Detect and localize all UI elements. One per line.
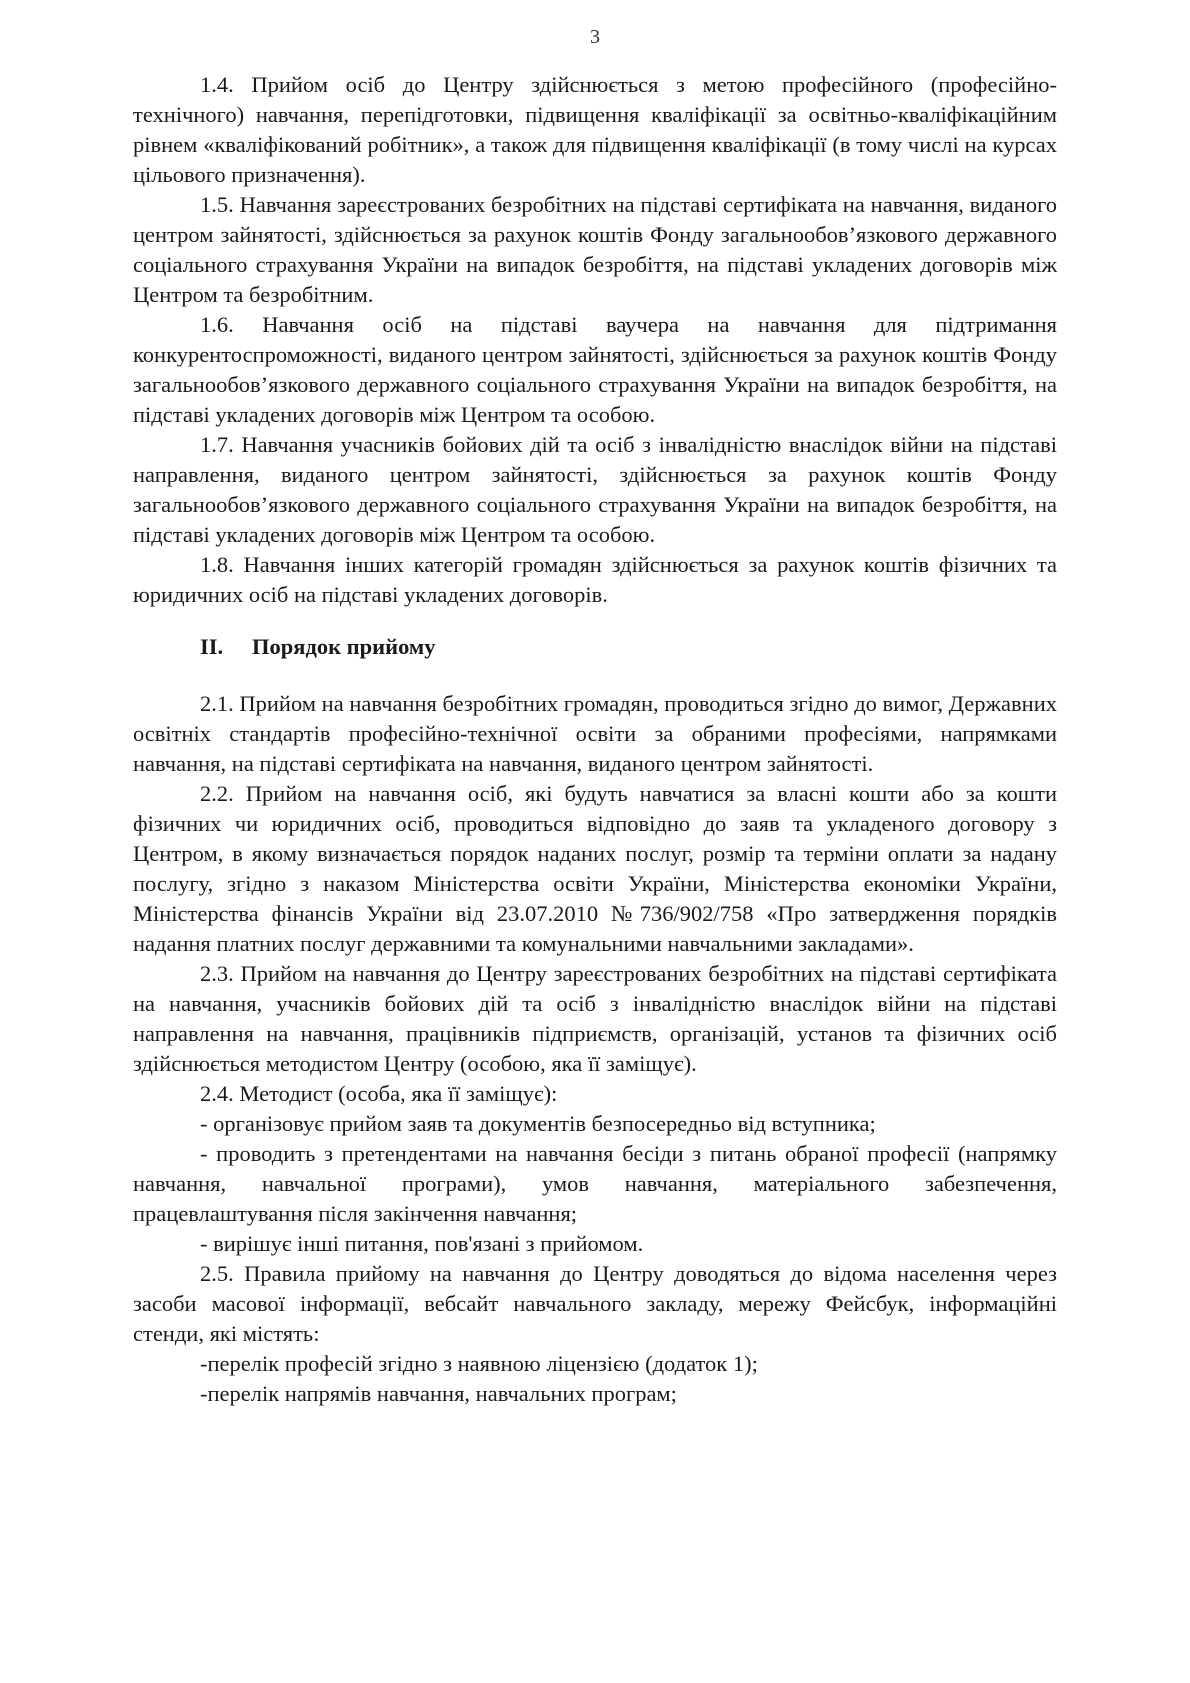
paragraph-2-5: 2.5. Правила прийому на навчання до Центру доводяться до відома населення через засоби масової інформації, вебсайт навчального закладу, мережу Фейсбук, інформаційні стенди, які містять:: [133, 1261, 1057, 1346]
section-number: II.: [200, 634, 224, 659]
paragraph-2-1: 2.1. Прийом на навчання безробітних громадян, проводиться згідно до вимог, Державних освітніх стандартів професійно-технічної освіти за обраними професіями, напрямками навчання, на підставі сертифіката на навчання, виданого центром зайнятості.: [133, 691, 1057, 776]
page-number: 3: [590, 26, 600, 48]
paragraph-1-8: 1.8. Навчання інших категорій громадян здійснюється за рахунок коштів фізичних та юридичних осіб на підставі укладених договорів.: [133, 552, 1057, 607]
paragraph-2-2: 2.2. Прийом на навчання осіб, які будуть навчатися за власні кошти або за кошти фізичних чи юридичних осіб, проводиться відповідно до заяв та укладеного договору з Центром, в якому визначається порядок наданих послуг, розмір та терміни оплати за надану послугу, згідно з наказом Міністерства освіти України, Міністерства економіки України, Міністерства фінансів України від 23.07.2010 №736/902/758 «Про затвердження порядків надання платних послуг державними та комунальними навчальними закладами».: [133, 781, 1057, 956]
section-title: Порядок прийому: [252, 634, 436, 659]
paragraph-1-6: 1.6. Навчання осіб на підставі ваучера на навчання для підтримання конкурентоспроможності, виданого центром зайнятості, здійснюється за рахунок коштів Фонду загальнообов’язкового державного соціального страхування України на випадок безробіття, на підставі укладених договорів між Центром та особою.: [133, 312, 1057, 427]
paragraph-2-3: 2.3. Прийом на навчання до Центру зареєстрованих безробітних на підставі сертифіката на навчання, учасників бойових дій та осіб з інвалідністю внаслідок війни на підставі направлення на навчання, працівників підприємств, організацій, установ та фізичних осіб здійснюється методистом Центру (особою, яка її заміщує).: [133, 961, 1057, 1076]
section-heading: [200, 632, 1057, 662]
paragraph-1-5: 1.5. Навчання зареєстрованих безробітних на підставі сертифіката на навчання, виданого центром зайнятості, здійснюється за рахунок коштів Фонду загальнообов’язкового державного соціального страхування України на випадок безробіття, на підставі укладених договорів між Центром та безробітним.: [133, 192, 1057, 307]
paragraph-2-4: 2.4. Методист (особа, яка її заміщує):: [200, 1081, 558, 1106]
paragraph-1-4: 1.4. Прийом осіб до Центру здійснюється з метою професійного (професійно-технічного) навчання, перепідготовки, підвищення кваліфікації за освітньо-кваліфікаційним рівнем «кваліфікований робітник», а також для підвищення кваліфікації (в тому числі на курсах цільового призначення).: [133, 72, 1057, 187]
list-item: - вирішує інші питання, пов'язані з прийомом.: [200, 1231, 644, 1256]
list-item: - проводить з претендентами на навчання бесіди з питань обраної професії (напрямку навчання, навчальної програми), умов навчання, матеріального забезпечення, працевлаштування після закінчення навчання;: [133, 1141, 1057, 1226]
list-item: - організовує прийом заяв та документів безпосередньо від вступника;: [200, 1111, 876, 1136]
list-item: -перелік напрямів навчання, навчальних програм;: [200, 1381, 677, 1406]
document-body: [133, 70, 1057, 1409]
paragraph-1-7: 1.7. Навчання учасників бойових дій та осіб з інвалідністю внаслідок війни на підставі направлення, виданого центром зайнятості, здійснюється за рахунок коштів Фонду загальнообов’язкового державного соціального страхування України на випадок безробіття, на підставі укладених договорів між Центром та особою.: [133, 432, 1057, 547]
list-item: -перелік професій згідно з наявною ліцензією (додаток 1);: [200, 1351, 758, 1376]
